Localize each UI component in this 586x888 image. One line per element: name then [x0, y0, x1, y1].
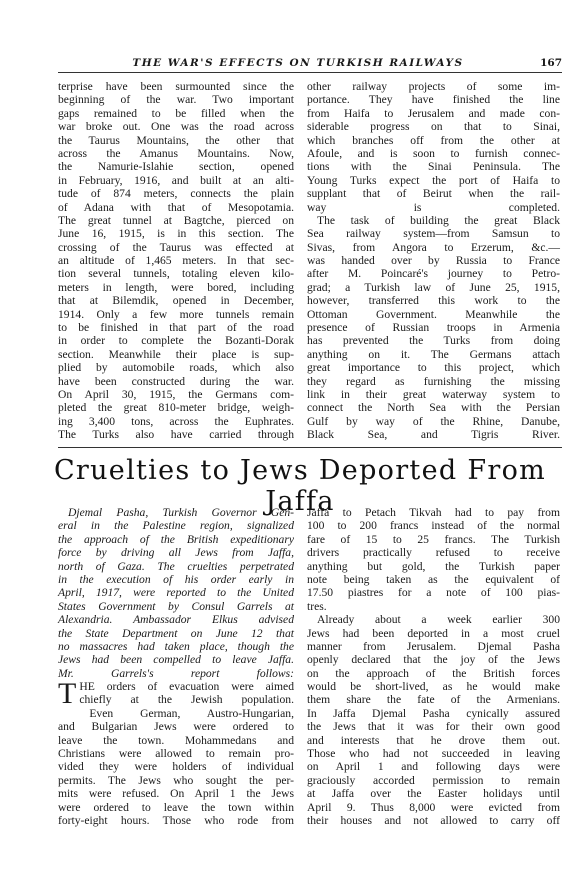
text-line: has prevented the Turks from doing — [307, 334, 560, 348]
text-line: Jaffa to Petach Tikvah had to pay from — [307, 506, 560, 519]
text-line: crossing of the Taurus was effected at — [58, 240, 294, 254]
text-line: great importance to this project, which — [307, 361, 560, 375]
text-line: The task of building the great Black — [317, 213, 560, 227]
text-line: Christians were allowed to remain pro- — [58, 747, 294, 761]
text-line: have been constructed during the war. — [58, 374, 294, 388]
text-line: an altitude of 1,465 meters. In that sec- — [58, 254, 294, 268]
text-line: that at Bilemdik, opened in December, — [58, 294, 294, 308]
text-line: Black Sea, and Tigris River. — [307, 428, 560, 442]
text-line: on the approach of the British forces — [307, 666, 560, 680]
text-line: permits. The Jews who sought the per- — [58, 773, 294, 787]
text-line: In Jaffa Djemal Pasha cynically assured — [307, 706, 560, 720]
text-line: The Turks also have carried through — [58, 428, 294, 442]
intro-line: Alexandria. Ambassador Elkus advised — [58, 613, 294, 627]
intro-line: Mr. Garrels's report follows: — [58, 666, 294, 680]
article2-first-paragraph — [58, 677, 294, 827]
text-line: April 9. Thus 8,000 were evicted from — [307, 800, 560, 814]
intro-line: the approach of the British expeditionary — [58, 532, 294, 546]
text-line: grad; a Turkish law of June 25, 1915, — [307, 280, 560, 294]
text-line: Even German, Austro-Hungarian, — [89, 706, 294, 720]
text-line: were ordered to leave the town within — [58, 800, 294, 814]
text-line: the Namurie-Islahie section, opened — [58, 160, 294, 174]
text-line: openly declared that the joy of the Jews — [307, 653, 560, 667]
article2-right-column — [307, 506, 560, 827]
text-line: ing 3,400 tons, across the Euphrates. — [58, 414, 294, 428]
intro-line: April, 1917, were reported to the United — [58, 586, 294, 600]
article2-intro — [58, 506, 294, 680]
text-line: Jews had been deported in a most cruel — [307, 626, 560, 640]
text-line: way is completed. — [307, 200, 560, 214]
text-line: graciously accorded permission to remain — [307, 773, 560, 787]
body-first-line: HE orders of evacuation were aimed — [79, 680, 294, 694]
text-line: Those who had not succeeded in leaving — [307, 747, 560, 761]
article1-right-column — [307, 80, 560, 442]
text-line: siderable progress on that to Sinai, — [307, 120, 560, 134]
text-line: Young Turks expect the port of Haifa to — [307, 173, 560, 187]
article2-body-lines — [58, 693, 294, 827]
text-line: manner from Jerusalem. Djemal Pasha — [307, 639, 560, 653]
text-line: The great tunnel at Bagtche, pierced on — [58, 213, 294, 227]
text-line: 17.50 piastres for a note of 100 pias- — [307, 586, 560, 600]
text-line: beginning of the war. Two important — [58, 93, 294, 107]
text-line: anything but gold, the Turkish paper — [307, 559, 560, 573]
text-line: the Jews that it was for their own good — [307, 720, 560, 734]
text-line: pleted the great 810-meter bridge, weigh- — [58, 401, 294, 415]
intro-line: eral in the Palestine region, signalized — [58, 519, 294, 533]
text-line: On April 30, 1915, the Germans com- — [58, 387, 294, 401]
intro-line: no massacres had taken place, though the — [58, 639, 294, 653]
text-line: they regard as furnishing the missing — [307, 374, 560, 388]
text-line: which branches off from the other at — [307, 133, 560, 147]
intro-line: the State Department on June 12 that — [58, 626, 294, 640]
text-line: at Jaffa over the Easter holidays until — [307, 787, 560, 801]
intro-line: Jews had been compelled to leave Jaffa. — [58, 653, 294, 667]
text-line: to be finished in that part of the road — [58, 321, 294, 335]
text-line: presence of Russian troops in Armenia — [307, 321, 560, 335]
text-line: portance. They have finished the line — [307, 93, 560, 107]
section-divider-rule — [58, 447, 562, 448]
text-line: terprise have been surmounted since the — [58, 80, 294, 93]
text-line: Sivas, from Angora to Erzerum, &c.— — [307, 240, 560, 254]
text-line: anything on it. The Germans attach — [307, 347, 560, 361]
text-line: tion several tunnels, totaling eleven kilo- — [58, 267, 294, 281]
text-line: from Haifa to Jerusalem and made con- — [307, 106, 560, 120]
text-line: after M. Poincaré's journey to Petro- — [307, 267, 560, 281]
text-line: them share the fate of the Armenians. — [307, 693, 560, 707]
text-line: gaps remained to be filled when the — [58, 106, 294, 120]
text-line: Gulf by way of the Rhine, Danube, — [307, 414, 560, 428]
running-header-title: THE WAR'S EFFECTS ON TURKISH RAILWAYS — [132, 57, 464, 69]
text-line: their houses and not allowed to carry off — [307, 813, 560, 827]
text-line: would be short-lived, as he would make — [307, 680, 560, 694]
text-line: and interests that he drove them out. — [307, 733, 560, 747]
text-line: on April 1 and following days were — [307, 760, 560, 774]
text-line: plied by automobile roads, which also — [58, 361, 294, 375]
article1-left-column — [58, 80, 294, 442]
text-line: 100 to 200 francs instead of the normal — [307, 519, 560, 533]
article2-body-left — [58, 677, 294, 827]
text-line: fare of 15 to 25 francs. The Turkish — [307, 532, 560, 546]
text-line: leave the town. Mohammedans and — [58, 733, 294, 747]
intro-line: States Government by Consul Garrels at — [58, 599, 294, 613]
text-line: however, transferred this work to the — [307, 294, 560, 308]
text-line: tions with the Sinai Peninsula. The — [307, 160, 560, 174]
text-line: was handed over by Russia to France — [307, 254, 560, 268]
intro-line: in the execution of his order early in — [58, 572, 294, 586]
article2-left-column — [58, 506, 294, 827]
text-line: forty-eight hours. Those who rode from — [58, 813, 294, 827]
text-line: Sea railway system—from Samsun to — [307, 227, 560, 241]
intro-line: force by driving all Jews from Jaffa, — [58, 546, 294, 560]
text-line: chiefly at the Jewish population. — [79, 693, 294, 707]
text-line: supplant that of Beirut when the rail- — [307, 187, 560, 201]
text-line: mits were refused. On April 1 the Jews — [58, 787, 294, 801]
text-line: in order to complete the Bozanti-Dorak — [58, 334, 294, 348]
text-line: of Adana with that of Mesopotamia. — [58, 200, 294, 214]
text-line: war broke out. One was the road across — [58, 120, 294, 134]
text-line: other railway projects of some im- — [307, 80, 560, 93]
text-line: the Taurus Mountains, the other that — [58, 133, 294, 147]
text-line: tude of 874 meters, connects the plain — [58, 187, 294, 201]
text-line: Afoule, and is soon to furnish connec- — [307, 146, 560, 160]
intro-line: north of Gaza. The cruelties perpetrated — [58, 559, 294, 573]
text-line: note being taken as the equivalent of — [307, 572, 560, 586]
page-number: 167 — [540, 57, 562, 69]
text-line: and Bulgarian Jews were ordered to — [58, 720, 294, 734]
text-line: link in their great waterway system to — [307, 387, 560, 401]
intro-line: Djemal Pasha, Turkish Governor Gen- — [68, 506, 294, 519]
text-line: meters in length, were bored, including — [58, 280, 294, 294]
text-line: section. Meanwhile their place is sup- — [58, 347, 294, 361]
drop-cap-continuation: HE — [79, 680, 95, 694]
text-line: June 16, 1915, is in this section. The — [58, 227, 294, 241]
header-rule — [58, 72, 562, 73]
text-line: connect the North Sea with the Persian — [307, 401, 560, 415]
article2-headline: Cruelties to Jews Deported From Jaffa — [53, 455, 547, 517]
text-line: vided they were holders of individual — [58, 760, 294, 774]
text-line: Already about a week earlier 300 — [317, 613, 560, 627]
drop-cap-letter: T — [58, 677, 77, 711]
text-line: Ottoman Government. Meanwhile the — [307, 307, 560, 321]
text-line: 1914. Only a few more tunnels remain — [58, 307, 294, 321]
text-line: tres. — [307, 599, 327, 613]
text-line: across the Amanus Mountains. Now, — [58, 146, 294, 160]
text-line: in February, 1916, and built at an alti- — [58, 173, 294, 187]
text-line: drivers practically refused to receive — [307, 546, 560, 560]
